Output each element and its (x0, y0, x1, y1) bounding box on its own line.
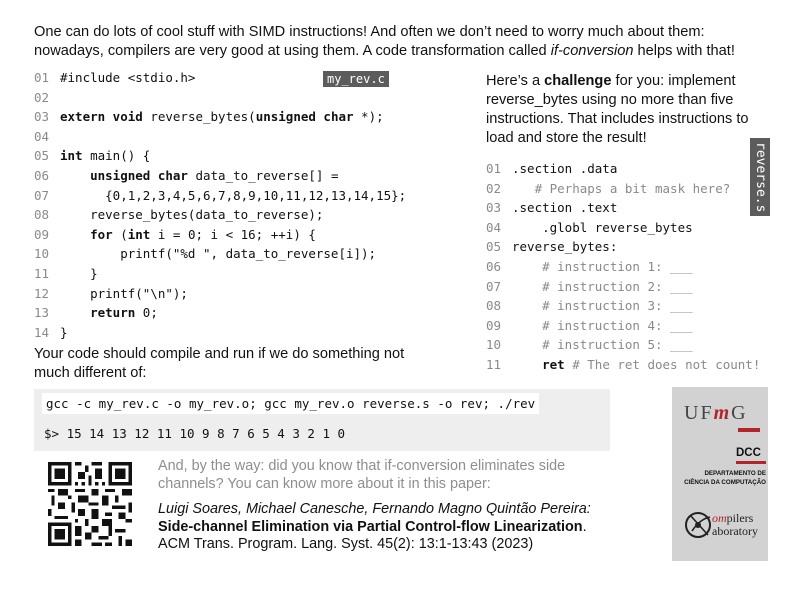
compilers-lab-name (712, 512, 758, 538)
code-comment: # Perhaps a bit mask here? (512, 180, 731, 196)
code-comment: # The ret does not count! (564, 356, 761, 372)
code-text: i = 0; i < 16; ++i) { (150, 226, 316, 242)
code-keyword: for (90, 226, 113, 242)
c-code-listing (34, 68, 406, 342)
line-number: 02 (486, 180, 502, 196)
code-text: ( (112, 226, 128, 242)
code-keyword: unsigned char (255, 109, 354, 125)
department-line: DEPARTAMENTO DE (704, 470, 766, 477)
code-text: .section .data (512, 161, 618, 176)
code-comment: # instruction 5: ___ (512, 337, 693, 353)
code-keyword: extern void (60, 109, 143, 125)
challenge-bold: challenge (544, 73, 612, 89)
line-number: 06 (486, 258, 502, 274)
code-text: data_to_reverse[] = (187, 167, 339, 183)
code-keyword: int (60, 148, 83, 164)
ufmg-letters: UF (684, 402, 714, 424)
side-channel-teaser: And, by the way: did you know that if-conversion eliminates side channels? You can know more about it in this paper: (158, 458, 566, 492)
qr-code-image (48, 462, 132, 546)
code-indent (60, 227, 90, 242)
department-name (672, 470, 766, 487)
code-text: {0,1,2,3,4,5,6,7,8,9,10,11,12,13,14,15}; (60, 187, 407, 203)
lab-pilers: pilers (726, 511, 754, 525)
code-keyword: unsigned char (90, 167, 188, 183)
line-number: 13 (34, 305, 50, 321)
code-text: .globl reverse_bytes (512, 219, 693, 235)
intro-emphasis: if-conversion (550, 43, 634, 59)
line-number: 08 (34, 207, 50, 223)
paper-title-line (158, 519, 608, 537)
line-number: 11 (486, 356, 502, 372)
line-number: 07 (486, 278, 502, 294)
intro-text-end: helps with that! (633, 43, 735, 59)
code-keyword: ret (542, 356, 565, 372)
challenge-paragraph (486, 72, 776, 148)
dcc-accent-bar (736, 461, 766, 464)
code-line: #include <stdio.h> (60, 70, 196, 85)
line-number: 10 (486, 337, 502, 353)
c-file-tag: my_rev.c (323, 71, 389, 87)
paper-reference (158, 458, 608, 554)
line-number: 05 (486, 239, 502, 255)
authors-text: Luigi Soares, Michael Canesche, Fernando Magno Quintão Pereira (158, 501, 587, 517)
intro-text: One can do lots of cool stuff with SIMD instructions! And often we don’t need to worry much about them: nowadays, compilers are very good at using them. A code transformation called (34, 24, 705, 59)
code-text: } (60, 324, 68, 340)
line-number: 01 (486, 161, 502, 176)
code-text: printf("%d ", data_to_reverse[i]); (60, 246, 377, 262)
line-number: 03 (486, 200, 502, 216)
challenge-text-end: for you: implement reverse_bytes using no more than five instructions. That includes instructions to load and store the result! (486, 73, 749, 146)
ufmg-g: G (731, 402, 748, 424)
code-comment: # instruction 1: ___ (512, 258, 693, 274)
line-number: 09 (486, 317, 502, 333)
line-number: 05 (34, 148, 50, 164)
line-number: 01 (34, 70, 50, 85)
code-text: main() { (82, 148, 151, 164)
code-indent (60, 305, 90, 320)
line-number: 14 (34, 324, 50, 340)
code-text: reverse_bytes(data_to_reverse); (60, 207, 324, 223)
program-output: $> 15 14 13 12 11 10 9 8 7 6 5 4 3 2 1 0 (44, 426, 346, 441)
code-keyword: return (90, 305, 136, 321)
title-period: . (582, 518, 587, 535)
line-number: 02 (34, 89, 50, 105)
asm-code-listing (486, 159, 760, 375)
ufmg-accent-bar (738, 428, 760, 432)
line-number: 11 (34, 265, 50, 281)
authors-colon: : (586, 501, 591, 517)
code-text: reverse_bytes( (142, 109, 256, 125)
compile-command: gcc -c my_rev.c -o my_rev.o; gcc my_rev.o reverse.s -o rev; ./rev (42, 393, 539, 414)
code-keyword: int (127, 226, 151, 242)
paper-venue: ACM Trans. Program. Lang. Syst. 45(2): 13:1-13:43 (2023) (158, 536, 534, 552)
compile-note: Your code should compile and run if we do something not much different of: (34, 346, 405, 381)
code-text: .section .text (512, 200, 618, 216)
line-number: 08 (486, 298, 502, 314)
ufmg-m: m (713, 402, 732, 424)
code-comment: # instruction 3: ___ (512, 298, 693, 314)
code-indent (60, 168, 90, 183)
code-comment: # instruction 2: ___ (512, 278, 693, 294)
command-box (34, 389, 610, 451)
paper-title: Side-channel Elimination via Partial Control-flow Linearization (158, 518, 583, 535)
paper-authors (158, 501, 608, 519)
line-number: 04 (486, 219, 502, 235)
code-text: } (60, 265, 98, 281)
dcc-logo: DCC (736, 447, 761, 459)
code-text: reverse_bytes: (512, 239, 618, 255)
department-line: CIÊNCIA DA COMPUTAÇÃO (684, 478, 766, 486)
intro-paragraph (34, 23, 774, 61)
lab-aboratory: aboratory (712, 524, 758, 538)
code-comment: # instruction 4: ___ (512, 317, 693, 333)
line-number: 06 (34, 167, 50, 183)
line-number: 10 (34, 246, 50, 262)
lab-om: om (712, 511, 727, 525)
ufmg-logo (684, 402, 748, 425)
line-number: 09 (34, 226, 50, 242)
line-number: 07 (34, 187, 50, 203)
code-text: *); (353, 109, 384, 125)
code-text: printf("\n"); (60, 285, 188, 301)
line-number: 12 (34, 285, 50, 301)
asm-file-tag: reverse.s (750, 138, 770, 216)
code-text: 0; (135, 305, 158, 321)
institution-logo-panel (672, 387, 768, 561)
challenge-text: Here’s a (486, 73, 545, 89)
line-number: 03 (34, 109, 50, 125)
line-number: 04 (34, 128, 50, 144)
